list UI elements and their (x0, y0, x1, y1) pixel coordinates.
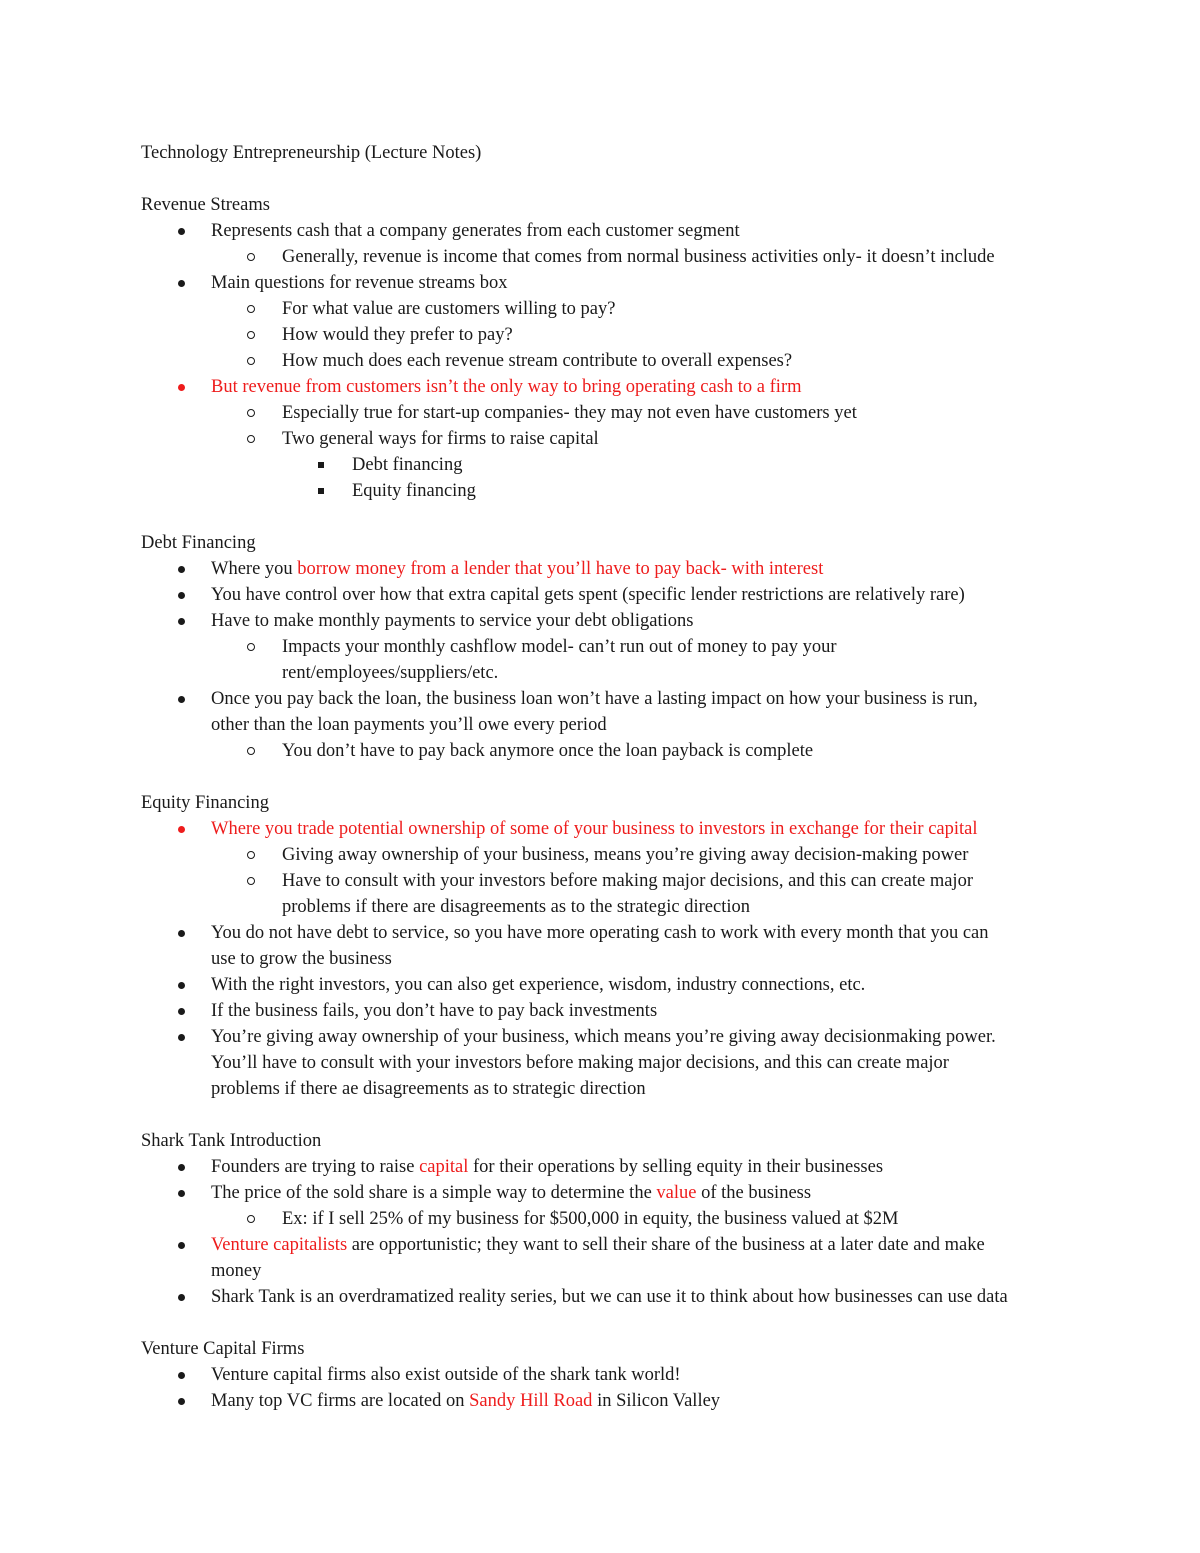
bullet-disc-icon (171, 998, 191, 1024)
bullet-item: Where you borrow money from a lender that you’ll have to pay back- with interest (141, 556, 1071, 582)
bullet-item: You have control over how that extra capital gets spent (specific lender restrictions are relatively rare) (141, 582, 1071, 608)
bullet-circle-icon (241, 400, 261, 426)
sub-bullet-item: For what value are customers willing to pay? (141, 296, 1071, 322)
section-debt-financing (141, 530, 1071, 764)
bullet-item: You do not have debt to service, so you have more operating cash to work with every month that you can (141, 920, 1071, 946)
bullet-item: Once you pay back the loan, the business loan won’t have a lasting impact on how your business is run, (141, 686, 1071, 712)
bullet-square-icon (311, 478, 331, 504)
bullet-disc-icon (171, 920, 191, 946)
bullet-continuation: problems if there ae disagreements as to strategic direction (211, 1079, 646, 1099)
document-title: Technology Entrepreneurship (Lecture Notes) (141, 143, 482, 163)
bullet-circle-icon (241, 868, 261, 894)
sub-bullet-continuation: problems if there are disagreements as to the strategic direction (282, 897, 750, 917)
section-equity-financing (141, 790, 1071, 1102)
sub-bullet-item: How much does each revenue stream contribute to overall expenses? (141, 348, 1071, 374)
bullet-item: Venture capitalists are opportunistic; they want to sell their share of the business at a later date and make (141, 1232, 1071, 1258)
section-heading: Revenue Streams (141, 195, 270, 215)
bullet-disc-icon (171, 972, 191, 998)
bullet-item: Represents cash that a company generates from each customer segment (141, 218, 1071, 244)
sub-sub-bullet-item: Debt financing (141, 452, 1071, 478)
section-heading: Shark Tank Introduction (141, 1131, 322, 1151)
highlighted-text: Sandy Hill Road (469, 1391, 593, 1411)
bullet-circle-icon (241, 426, 261, 452)
bullet-circle-icon (241, 738, 261, 764)
highlighted-text: Venture capitalists (211, 1235, 348, 1255)
bullet-disc-icon (171, 1180, 191, 1206)
bullet-disc-icon (171, 582, 191, 608)
section-heading: Debt Financing (141, 533, 256, 553)
sub-bullet-item: Impacts your monthly cashflow model- can’t run out of money to pay your (141, 634, 1071, 660)
bullet-disc-icon (171, 816, 191, 842)
bullet-disc-icon (171, 608, 191, 634)
bullet-disc-icon (171, 1362, 191, 1388)
highlighted-text: value (656, 1183, 697, 1203)
sub-bullet-continuation: rent/employees/suppliers/etc. (282, 663, 499, 683)
bullet-disc-icon (171, 270, 191, 296)
bullet-item: Shark Tank is an overdramatized reality series, but we can use it to think about how businesses can use data (141, 1284, 1071, 1310)
bullet-continuation: money (211, 1261, 262, 1281)
bullet-item-highlighted: But revenue from customers isn’t the only way to bring operating cash to a firm (141, 374, 1071, 400)
sub-bullet-item: Have to consult with your investors before making major decisions, and this can create major (141, 868, 1071, 894)
bullet-item: You’re giving away ownership of your business, which means you’re giving away decisionmaking power. (141, 1024, 1071, 1050)
bullet-item: If the business fails, you don’t have to pay back investments (141, 998, 1071, 1024)
sub-bullet-item: Especially true for start-up companies- they may not even have customers yet (141, 400, 1071, 426)
bullet-circle-icon (241, 322, 261, 348)
section-heading: Venture Capital Firms (141, 1339, 305, 1359)
bullet-item: Have to make monthly payments to service your debt obligations (141, 608, 1071, 634)
bullet-disc-icon (171, 1284, 191, 1310)
bullet-circle-icon (241, 634, 261, 660)
bullet-circle-icon (241, 1206, 261, 1232)
bullet-disc-icon (171, 556, 191, 582)
bullet-circle-icon (241, 348, 261, 374)
bullet-disc-icon (171, 686, 191, 712)
bullet-item: Founders are trying to raise capital for their operations by selling equity in their businesses (141, 1154, 1071, 1180)
bullet-item: Main questions for revenue streams box (141, 270, 1071, 296)
section-revenue-streams (141, 192, 1071, 504)
sub-bullet-item: Two general ways for firms to raise capital (141, 426, 1071, 452)
bullet-item: With the right investors, you can also get experience, wisdom, industry connections, etc. (141, 972, 1071, 998)
sub-bullet-item: You don’t have to pay back anymore once the loan payback is complete (141, 738, 1071, 764)
highlighted-text: borrow money from a lender that you’ll have to pay back- with interest (297, 559, 824, 579)
sub-sub-bullet-item: Equity financing (141, 478, 1071, 504)
sub-bullet-item: How would they prefer to pay? (141, 322, 1071, 348)
bullet-item: Many top VC firms are located on Sandy Hill Road in Silicon Valley (141, 1388, 1071, 1414)
bullet-disc-icon (171, 1388, 191, 1414)
bullet-disc-icon (171, 1024, 191, 1050)
document-page (141, 140, 1071, 1414)
bullet-disc-icon (171, 1232, 191, 1258)
bullet-circle-icon (241, 296, 261, 322)
bullet-disc-icon (171, 1154, 191, 1180)
sub-bullet-item: Ex: if I sell 25% of my business for $500,000 in equity, the business valued at $2M (141, 1206, 1071, 1232)
bullet-disc-icon (171, 218, 191, 244)
sub-bullet-item: Generally, revenue is income that comes from normal business activities only- it doesn’t include (141, 244, 1071, 270)
bullet-square-icon (311, 452, 331, 478)
bullet-item: The price of the sold share is a simple way to determine the value of the business (141, 1180, 1071, 1206)
section-shark-tank (141, 1128, 1071, 1310)
section-venture-capital (141, 1336, 1071, 1414)
bullet-item: Venture capital firms also exist outside of the shark tank world! (141, 1362, 1071, 1388)
section-heading: Equity Financing (141, 793, 269, 813)
sub-bullet-item: Giving away ownership of your business, means you’re giving away decision-making power (141, 842, 1071, 868)
bullet-disc-icon (171, 374, 191, 400)
bullet-circle-icon (241, 244, 261, 270)
highlighted-text: capital (419, 1157, 469, 1177)
bullet-item-highlighted: Where you trade potential ownership of some of your business to investors in exchange for their capital (141, 816, 1071, 842)
bullet-continuation: other than the loan payments you’ll owe every period (211, 715, 607, 735)
bullet-continuation: You’ll have to consult with your investors before making major decisions, and this can create major (211, 1053, 949, 1073)
bullet-continuation: use to grow the business (211, 949, 392, 969)
bullet-circle-icon (241, 842, 261, 868)
